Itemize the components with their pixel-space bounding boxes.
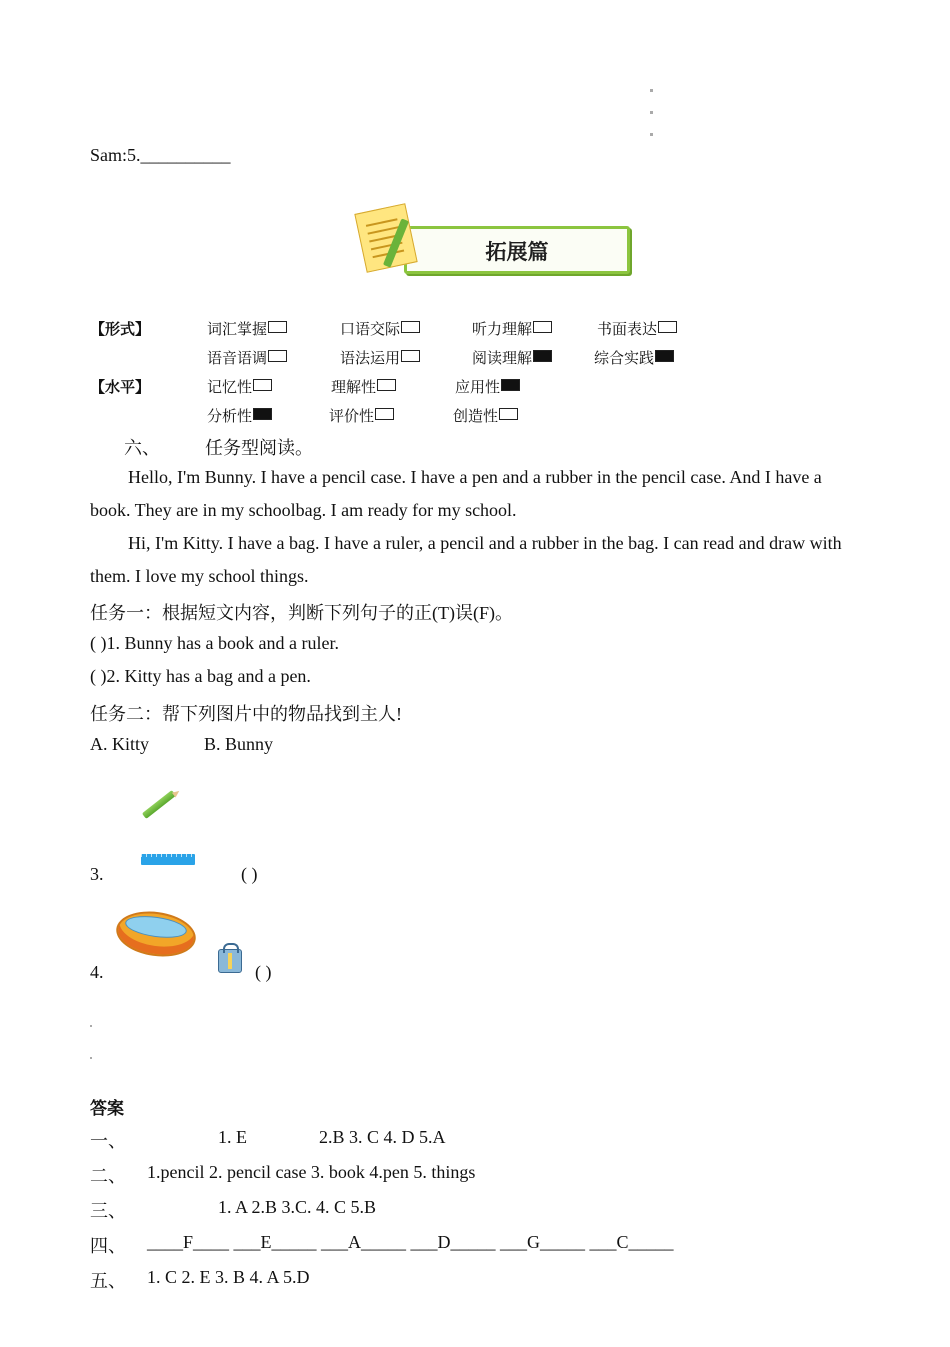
level-item-label: 理解性 [331, 378, 377, 396]
level-item-label: 创造性 [453, 407, 499, 425]
decor-dot [650, 133, 653, 136]
form-item-label: 阅读理解 [472, 349, 533, 367]
checkbox-empty[interactable] [377, 379, 396, 391]
form-item [472, 347, 552, 368]
form-item [340, 347, 420, 368]
task2-option-a: A. Kitty [90, 734, 150, 754]
form-item-label: 书面表达 [597, 320, 658, 338]
checkbox-empty[interactable] [375, 408, 394, 420]
answer-row-text: 1. A 2.B 3.C. 4. C 5.B [218, 1197, 377, 1217]
checkbox-filled[interactable] [533, 350, 552, 362]
task2-option-b: B. Bunny [204, 734, 274, 754]
answer-row-text: 2.B 3. C 4. D 5.A [319, 1127, 446, 1147]
level-item [207, 376, 272, 397]
form-label: 【形式】 [90, 320, 151, 338]
answer-row-num: 四、 [90, 1236, 126, 1256]
schoolbag-icon [218, 949, 242, 973]
form-item-label: 词汇掌握 [207, 320, 268, 338]
decor-dot [90, 1025, 92, 1027]
answer-row-text: 1. E [218, 1127, 247, 1147]
question-4-number: 4. [90, 962, 104, 982]
section-title: 任务型阅读。 [205, 438, 313, 458]
form-item-label: 口语交际 [340, 320, 401, 338]
section-banner [356, 208, 628, 274]
answer-row-text: 1.pencil 2. pencil case 3. book 4.pen 5. things [147, 1162, 476, 1182]
task2-title: 任务二：帮下列图片中的物品找到主人! [90, 704, 402, 724]
decor-dot [90, 1057, 92, 1059]
section-number: 六、 [124, 438, 160, 458]
checkbox-filled[interactable] [655, 350, 674, 362]
checkbox-empty[interactable] [253, 379, 272, 391]
checkbox-empty[interactable] [658, 321, 677, 333]
checkbox-empty[interactable] [499, 408, 518, 420]
form-item-label: 综合实践 [594, 349, 655, 367]
level-item [455, 376, 520, 397]
answer-row-text: 1. C 2. E 3. B 4. A 5.D [147, 1267, 310, 1287]
sam-answer-line: Sam:5.__________ [90, 145, 231, 165]
question-3-number: 3. [90, 864, 104, 884]
checkbox-empty[interactable] [533, 321, 552, 333]
checkbox-empty[interactable] [268, 350, 287, 362]
checkbox-filled[interactable] [253, 408, 272, 420]
question-4-answer-slot[interactable]: ( ) [255, 962, 272, 982]
form-item [597, 318, 677, 339]
checkbox-empty[interactable] [401, 350, 420, 362]
question-3-answer-slot[interactable]: ( ) [241, 864, 258, 884]
ruler-icon [141, 854, 195, 865]
task1-item: ( )2. Kitty has a bag and a pen. [90, 666, 311, 686]
pencil-case-icon [113, 907, 198, 962]
form-item [340, 318, 420, 339]
answer-row-num: 一、 [90, 1131, 126, 1151]
level-item [207, 405, 272, 426]
task1-title: 任务一：根据短文内容，判断下列句子的正(T)误(F)。 [90, 603, 513, 623]
level-item-label: 分析性 [207, 407, 253, 425]
level-label: 【水平】 [90, 378, 151, 396]
form-item [472, 318, 552, 339]
form-item [594, 347, 674, 368]
form-item-label: 语音语调 [207, 349, 268, 367]
level-item [329, 405, 394, 426]
checkbox-empty[interactable] [401, 321, 420, 333]
level-item-label: 应用性 [455, 378, 501, 396]
answer-row-text: ____F____ ___E_____ ___A_____ ___D_____ ___G_____ ___C_____ [147, 1232, 674, 1252]
banner-title: 拓展篇 [485, 240, 549, 264]
decor-dot [650, 89, 653, 92]
answer-row-num: 二、 [90, 1166, 126, 1186]
answer-row-num: 三、 [90, 1201, 126, 1221]
checkbox-filled[interactable] [501, 379, 520, 391]
passage-kitty: Hi, I'm Kitty. I have a bag. I have a ruler, a pencil and a rubber in the bag. I can read and draw with them. I love my school things. [90, 533, 842, 586]
level-item [331, 376, 396, 397]
form-item-label: 语法运用 [340, 349, 401, 367]
level-item [453, 405, 518, 426]
banner-bar [404, 226, 630, 274]
level-item-label: 记忆性 [207, 378, 253, 396]
passage-bunny: Hello, I'm Bunny. I have a pencil case. I have a pen and a rubber in the pencil case. And I have a book. They are in my schoolbag. I am ready for my school. [90, 467, 822, 520]
pencil-icon [142, 790, 176, 819]
level-item-label: 评价性 [329, 407, 375, 425]
answer-row-num: 五、 [90, 1271, 126, 1291]
answers-title: 答案 [90, 1099, 124, 1119]
decor-dot [650, 111, 653, 114]
form-item [207, 318, 287, 339]
task1-item: ( )1. Bunny has a book and a ruler. [90, 633, 339, 653]
form-item-label: 听力理解 [472, 320, 533, 338]
form-item [207, 347, 287, 368]
checkbox-empty[interactable] [268, 321, 287, 333]
